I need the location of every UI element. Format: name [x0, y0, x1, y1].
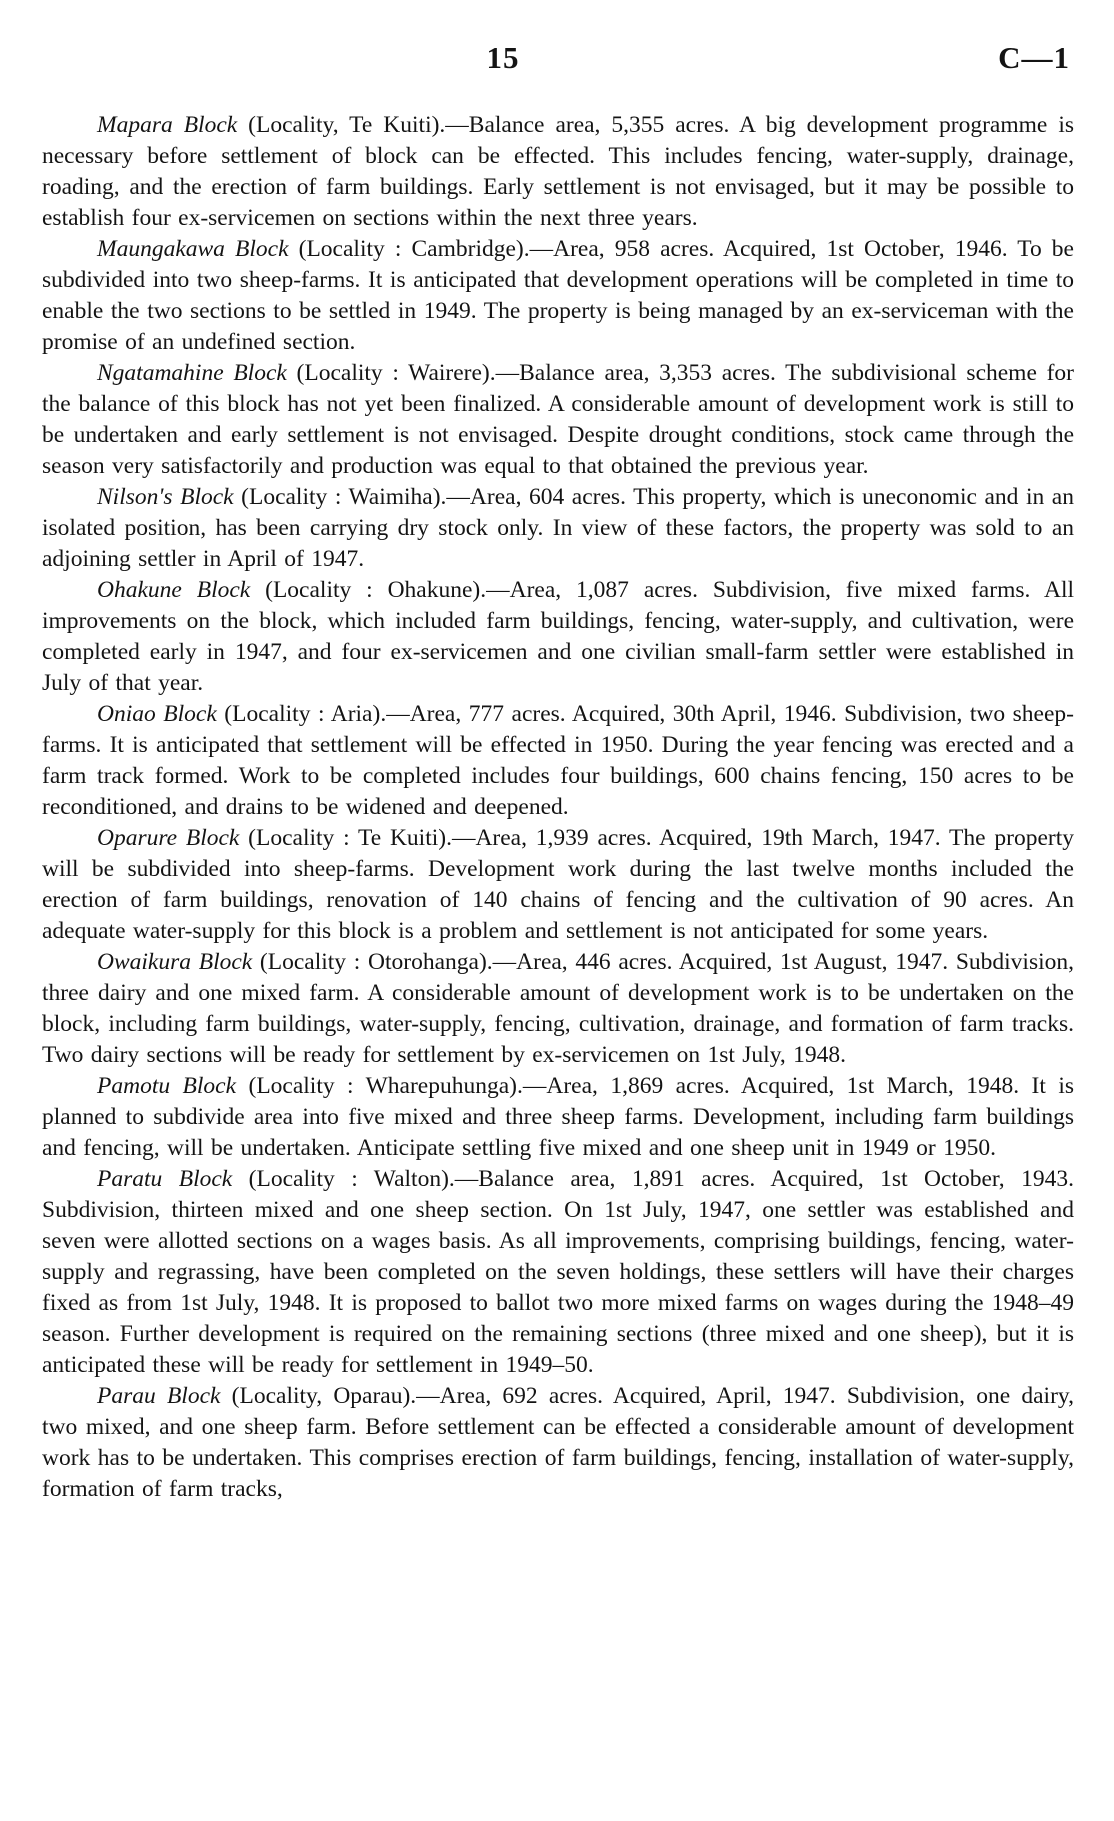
paragraph-ohakune-block	[42, 575, 1074, 699]
block-name: Ngatamahine Block	[97, 360, 287, 386]
block-name: Oniao Block	[97, 701, 217, 727]
paragraph-text: (Locality : Cambridge).—Area, 958 acres. Acquired, 1st October, 1946. To be subdivided into two sheep-farms. It is anticipated that development operations will be completed in time to enable the two sections to be settled in 1949. The property is being managed by an ex-serviceman with the promise of an undefined section.	[42, 236, 1074, 355]
block-name: Oparure Block	[97, 825, 240, 851]
paragraph-parau-block	[42, 1381, 1074, 1505]
paragraph-owaikura-block	[42, 947, 1074, 1071]
block-name: Paratu Block	[97, 1166, 233, 1192]
paragraph-text: (Locality : Otorohanga).—Area, 446 acres. Acquired, 1st August, 1947. Subdivision, three dairy and one mixed farm. A considerable amount of development work is to be undertaken on the block, including farm buildings, water-supply, fencing, cultivation, drainage, and formation of farm tracks. Two dairy sections will be ready for settlement by ex-servicemen on 1st July, 1948.	[42, 949, 1075, 1068]
paragraph-text: (Locality : Ohakune).—Area, 1,087 acres. Subdivision, five mixed farms. All improvements on the block, which included farm buildings, fencing, water-supply, and cultivation, were completed early in 1947, and four ex-servicemen and one civilian small-farm settler were established in July of that year.	[42, 577, 1074, 696]
paragraph-text: (Locality : Wairere).—Balance area, 3,353 acres. The subdivisional scheme for the balance of this block has not yet been finalized. A considerable amount of development work is still to be undertaken and early settlement is not envisaged. Despite drought conditions, stock came through the season very satisfactorily and production was equal to that obtained the previous year.	[42, 360, 1074, 479]
page-number: 15	[486, 40, 520, 75]
paragraph-ngatamahine-block	[42, 358, 1074, 482]
block-name: Mapara Block	[97, 112, 238, 138]
block-name: Parau Block	[97, 1383, 221, 1409]
paragraph-text: (Locality : Walton).—Balance area, 1,891 acres. Acquired, 1st October, 1943. Subdivision, thirteen mixed and one sheep section. On 1st July, 1947, one settler was established and seven were allotted sections on a wages basis. As all improvements, comprising buildings, fencing, water-supply and regrassing, have been completed on the seven holdings, these settlers will have their charges fixed as from 1st July, 1948. It is proposed to ballot two more mixed farms on wages during the 1948–49 season. Further development is required on the remaining sections (three mixed and one sheep), but it is anticipated these will be ready for settlement in 1949–50.	[42, 1166, 1074, 1378]
paper-reference: C—1	[998, 40, 1070, 75]
paragraph-pamotu-block	[42, 1071, 1074, 1164]
paragraph-paratu-block	[42, 1164, 1074, 1381]
block-name: Maungakawa Block	[97, 236, 289, 262]
block-name: Nilson's Block	[97, 484, 234, 510]
report-body	[42, 110, 1074, 1505]
paragraph-text: (Locality : Waimiha).—Area, 604 acres. This property, which is uneconomic and in an isolated position, has been carrying dry stock only. In view of these factors, the property was sold to an adjoining settler in April of 1947.	[42, 484, 1074, 572]
paragraph-text: (Locality : Te Kuiti).—Area, 1,939 acres. Acquired, 19th March, 1947. The property will be subdivided into sheep-farms. Development work during the last twelve months included the erection of farm buildings, renovation of 140 chains of fencing and the cultivation of 90 acres. An adequate water-supply for this block is a problem and settlement is not anticipated for some years.	[42, 825, 1074, 944]
paragraph-maungakawa-block	[42, 234, 1074, 358]
block-name: Owaikura Block	[97, 949, 253, 975]
paragraph-text: (Locality, Te Kuiti).—Balance area, 5,355 acres. A big development programme is necessary before settlement of block can be effected. This includes fencing, water-supply, drainage, roading, and the erection of farm buildings. Early settlement is not envisaged, but it may be possible to establish four ex-servicemen on sections within the next three years.	[42, 112, 1074, 231]
paragraph-oparure-block	[42, 823, 1074, 947]
page-header	[42, 40, 1074, 84]
paragraph-mapara-block	[42, 110, 1074, 234]
paragraph-oniao-block	[42, 699, 1074, 823]
paragraph-nilsons-block	[42, 482, 1074, 575]
block-name: Ohakune Block	[97, 577, 251, 603]
paragraph-text: (Locality, Oparau).—Area, 692 acres. Acquired, April, 1947. Subdivision, one dairy, two mixed, and one sheep farm. Before settlement can be effected a considerable amount of development work has to be undertaken. This comprises erection of farm buildings, fencing, installation of water-supply, formation of farm tracks,	[42, 1383, 1074, 1502]
paragraph-text: (Locality : Wharepuhunga).—Area, 1,869 acres. Acquired, 1st March, 1948. It is planned to subdivide area into five mixed and three sheep farms. Development, including farm buildings and fencing, will be undertaken. Anticipate settling five mixed and one sheep unit in 1949 or 1950.	[42, 1073, 1074, 1161]
paragraph-text: (Locality : Aria).—Area, 777 acres. Acquired, 30th April, 1946. Subdivision, two sheep-farms. It is anticipated that settlement will be effected in 1950. During the year fencing was erected and a farm track formed. Work to be completed includes four buildings, 600 chains fencing, 150 acres to be reconditioned, and drains to be widened and deepened.	[42, 701, 1074, 820]
block-name: Pamotu Block	[97, 1073, 237, 1099]
